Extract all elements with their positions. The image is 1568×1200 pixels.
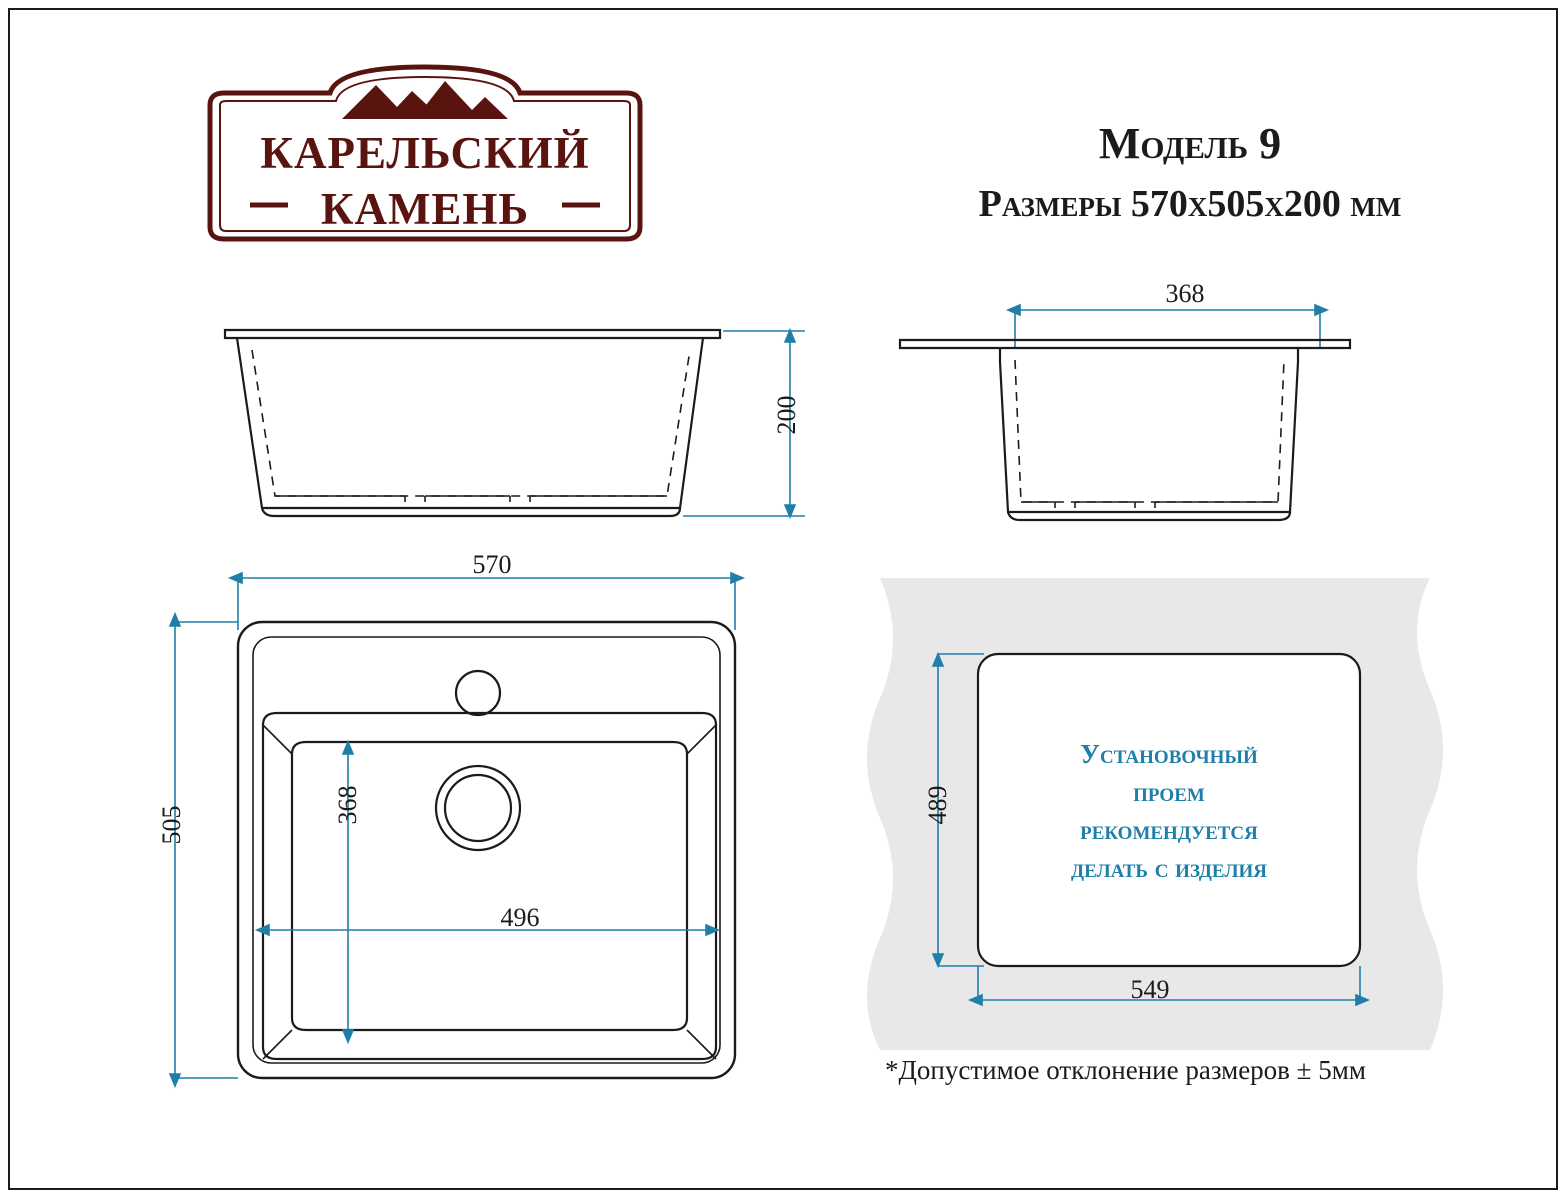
brand-logo — [190, 55, 660, 245]
dim-cutout-489: 489 — [923, 785, 952, 825]
dim-cutout-549: 549 — [1130, 975, 1170, 1004]
dim-length-505: 505 — [157, 805, 186, 845]
cutout-note-line-3: рекомендуется — [1080, 815, 1258, 845]
front-section-drawing — [180, 310, 860, 540]
top-view-drawing — [140, 550, 840, 1120]
dim-bowl-496: 496 — [500, 903, 540, 932]
tolerance-footnote: *Допустимое отклонение размеров ± 5мм — [885, 1055, 1366, 1085]
cutout-note — [978, 735, 1360, 887]
side-section-drawing — [880, 280, 1400, 540]
dim-depth-200: 200 — [772, 395, 801, 435]
page-title: Модель 9 — [1098, 119, 1282, 168]
logo-line-1: КАРЕЛЬСКИЙ — [260, 128, 590, 178]
cutout-note-line-2: проем — [1133, 777, 1205, 807]
dim-width-570: 570 — [472, 550, 512, 579]
dim-bowl-368: 368 — [333, 785, 362, 825]
page-subtitle: Размеры 570x505x200 мм — [978, 183, 1402, 225]
logo-line-2: КАМЕНЬ — [320, 184, 530, 234]
cutout-note-line-1: Установочный — [1080, 739, 1258, 769]
mountain-icon — [342, 81, 508, 119]
dim-side-368: 368 — [1165, 279, 1205, 308]
cutout-note-line-4: делать с изделия — [1071, 853, 1267, 883]
